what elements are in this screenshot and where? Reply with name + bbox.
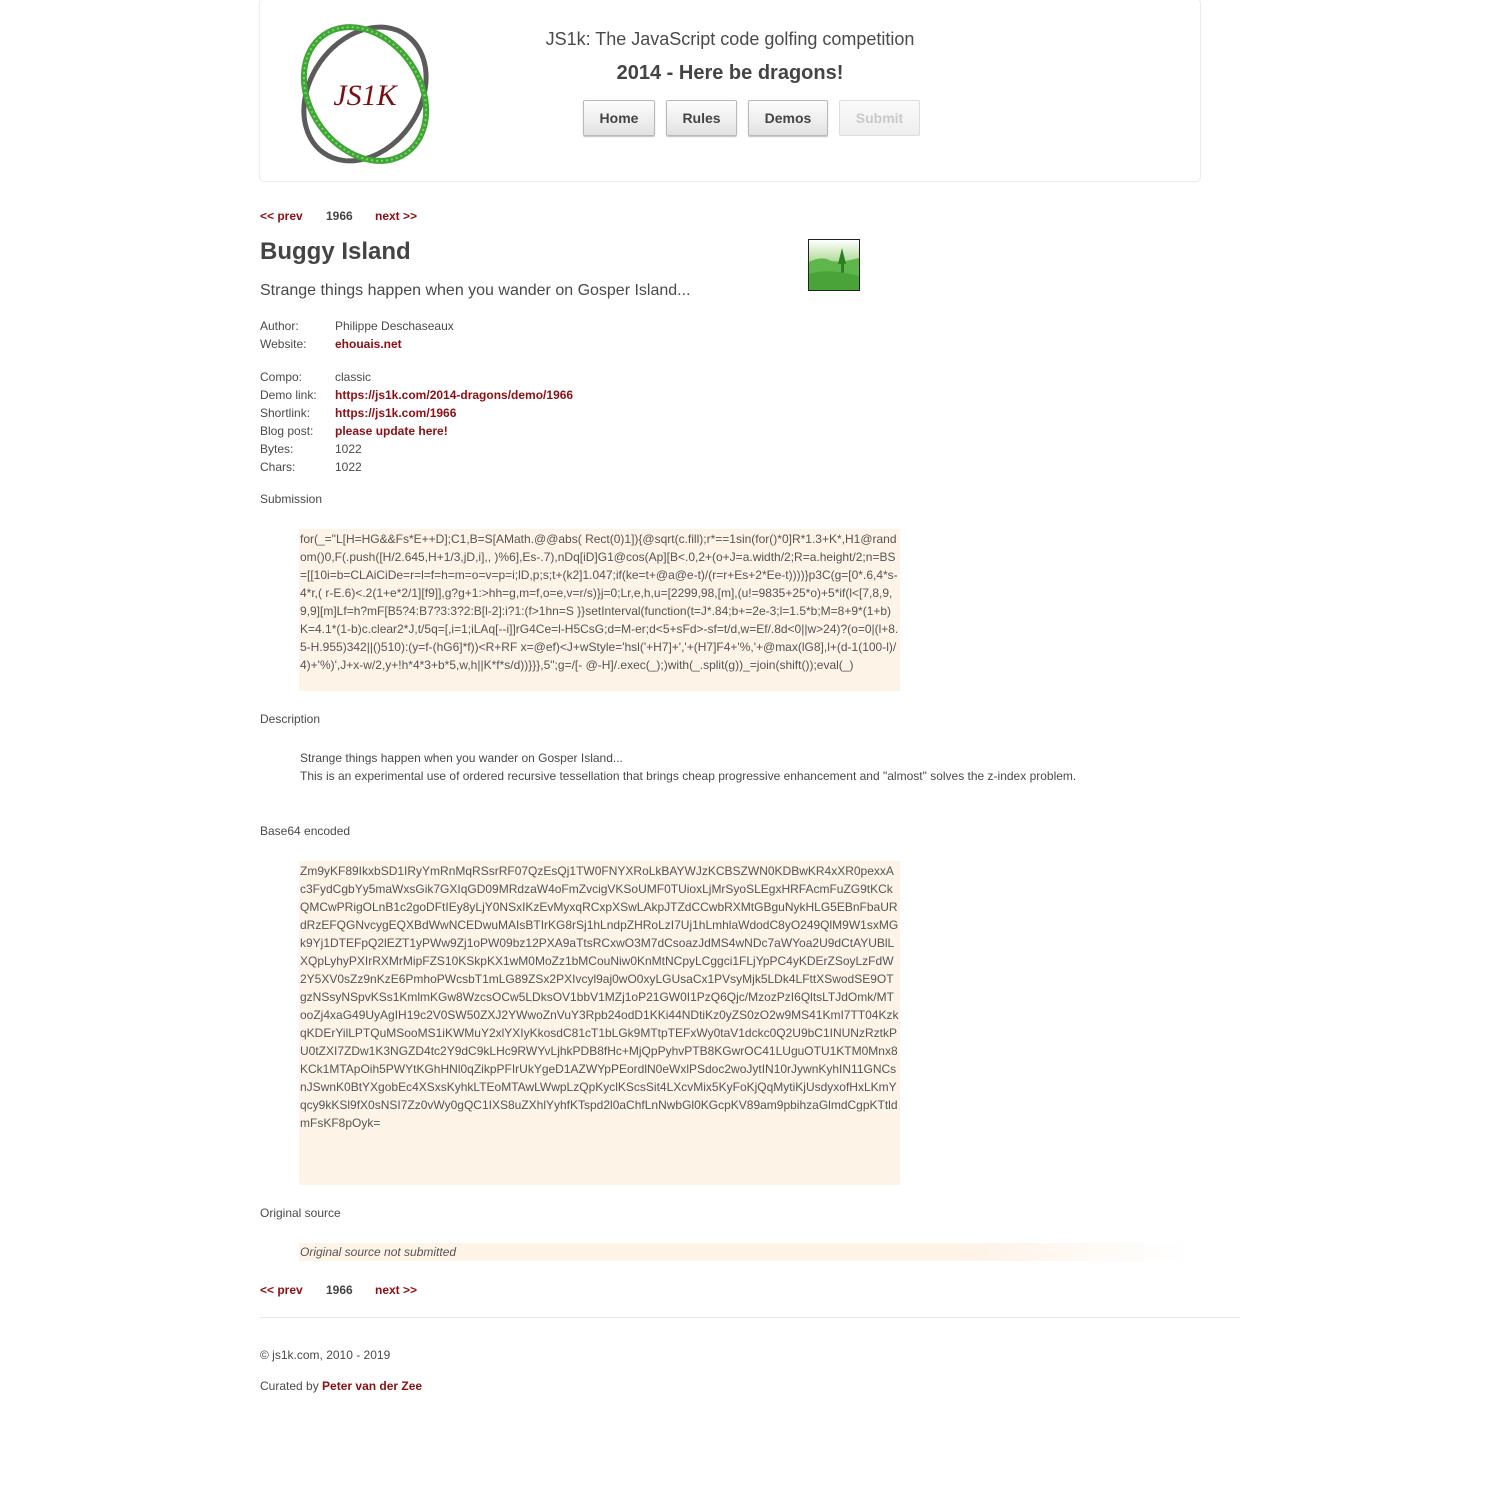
next-link[interactable]: next >> xyxy=(375,1283,418,1297)
submission-code: for(_="L[H=HG&&Fs*E++D];C1,B=S[AMath.@@abs( Rect(0)1]){@sqrt(c.fill);r*==1sin(for()*0]R*1.3+K*,H1@random()0,F(.push([H/2.645,H+1/3,jD,i],, )%6],Es-.7),nDq[iD]G1@cos(Ap][B<.0,2+(o+J=a.width/2;R=a.height/2;n=BS=[[10i=b=CLAiCiDe=r=l=f=h=m=o=v=p=i;lD,p;s;t+(k2]1.047;if(ke=t+@a@e-t)/(r=r+Es+2*Ee-t))))}p3C(g=[0*.6,4*s-4*r,( r-E.6)<.2(1+e*2/1][f9]],g?g+1:>hh=g,m=f,o=e,v=r/s)}j=0;Lr,e,h,u=[2299,98,[m],(u!=9835+25*o)+5*if(l<[7,8,9,9,9][m]Lf=h?mF[B5?4:B7?3:3?2:B[l-2]:i?1:(f>1hn=S }}setInterval(function(t=J*.84;b+=2e-3;l=1.5*b;M=8+9*(1+b)K=4.1*(1-b)c.clear2*J,t/5q=[,i=1;iLAq[--i]]rG4Ce=l-H5CsG;d=M-er;d<5+sFd>-sf=t/d,w=Ef/.8d<0||w>24)?(o=0|(l+8.5-H.955)342||()510):(y=f-(hG6]*f))<R+RF x=@ef)<J+wStyle='hsl('+H7]+','+(H7]F4+'%,'+@max(lG8],l+(d-1(100-l)/4)+'%)',J+x-w/2,y+!h*4*3+b*5,w,h||K*f*s/d))}}},5";g=/[- @-H]/.exec(_);)with(_.split(g))_=join(shift());eval(_) xyxy=(299,529,900,691)
js1k-logo[interactable] xyxy=(293,21,437,167)
nav-demos-button[interactable]: Demos xyxy=(748,100,828,136)
footer-divider xyxy=(260,1317,1240,1318)
prev-link[interactable]: << prev xyxy=(260,1283,303,1297)
description-line: This is an experimental use of ordered recursive tessellation that brings cheap progressive enhancement and "almost" solves the z-index problem. xyxy=(300,769,1077,783)
description-line: Strange things happen when you wander on Gosper Island... xyxy=(300,751,623,765)
copyright: © js1k.com, 2010 - 2019 xyxy=(260,1348,391,1362)
base64-label: Base64 encoded xyxy=(260,824,351,838)
original-source-text: Original source not submitted xyxy=(299,1243,1190,1261)
nav-submit-button: Submit xyxy=(839,100,920,136)
next-link[interactable]: next >> xyxy=(375,209,418,223)
prev-link[interactable]: << prev xyxy=(260,209,303,223)
description-text xyxy=(300,749,1100,785)
demo-title: Buggy Island xyxy=(260,238,411,265)
curated-by xyxy=(260,1379,422,1393)
demo-link[interactable]: https://js1k.com/2014-dragons/demo/1966 xyxy=(335,388,574,402)
author-value: Philippe Deschaseaux xyxy=(335,319,454,333)
nav-home-button[interactable]: Home xyxy=(583,100,655,136)
demo-thumbnail[interactable] xyxy=(808,239,860,291)
description-label: Description xyxy=(260,712,321,726)
compo-value: classic xyxy=(335,370,372,384)
chars-value: 1022 xyxy=(335,460,362,474)
curated-by-label: Curated by xyxy=(260,1379,319,1393)
shortlink[interactable]: https://js1k.com/1966 xyxy=(335,406,457,420)
current-id: 1966 xyxy=(326,1283,353,1297)
logo-wordmark: JS1K xyxy=(333,79,397,112)
submission-label: Submission xyxy=(260,492,323,506)
site-title: JS1k: The JavaScript code golfing competition xyxy=(545,29,915,49)
site-header xyxy=(259,0,1201,182)
curator-link[interactable]: Peter van der Zee xyxy=(322,1379,423,1393)
original-source-label: Original source xyxy=(260,1206,341,1220)
edition-title: 2014 - Here be dragons! xyxy=(616,62,844,84)
demo-tagline: Strange things happen when you wander on Gosper Island... xyxy=(260,282,691,299)
base64-code: Zm9yKF89IkxbSD1IRyYmRnMqRSsrRF07QzEsQj1TW0FNYXRoLkBAYWJzKCBSZWN0KDBwKR4xXR0pexxAc3FydCgbYy5maWxsGik7GXIqGD09MRdzaW4oFmZvcigVKSoUMF0TUioxLjMrSyoSLEgxHRFAcmFuZG9tKCkQMCwPRigOLnB1c2goDFtIEy8yLjY0NSxIKzEvMyxqRCxpXSwLAkpJTZdCCwbRXMtGBguNykHLG5EBnFbaURdRzEFQGNvcygEQXBdWwNCEDwuMAIsBTIrKG8rSj1hLndpZHRoLzI7Uj1hLmhlaWdodC8yO249QlM9W1sxMGk9Yj1DTEFpQ2lEZT1yPWw9Zj1oPW09bz12PXA9aTtsRCxwO3M7dCsoazJdMS4wNDc7aWYoa2U9dCtAYUBlLXQpLyhyPXIrRXMrMipFZS10KSkpKX1wM0MoZz1bMCouNiw0KnMtNCpyLCggci1FLjYpPC4yKDErZSoyLzFdW2Y5XV0sZz9nKzE6PmhoPWcsbT1mLG89ZSx2PXIvcyl9aj0wO0xyLGUsaCx1PVsyMjk5LDk4LFttXSwodSE9OTgzNSsyNSpvKSs1KmlmKGw8WzcsOCw5LDksOV1bbV1MZj1oP21GW0I1PzQ6Qjc/MzozPzI6QltsLTJdOmk/MTooZj4xaG49UyAgIH19c2V0SW50ZXJ2YWwoZnVuY3Rpb24odD1KKi44NDtiKz0yZS0zO2w9MS41KmI7TT04KzkqKDErYilLPTQuMSooMS1iKWMuY2xlYXIyKkosdC81cT1bLGk9MTtpTEFxWy0taV1dckc0Q2U9bC1INUNzRztkPU0tZXI7ZDw1K3NGZD4tc2Y9dC9kLHc9RWYvLjhkPDB8fHc+MjQpPyhvPTB8KGwrOC41LUguOTU1KTM0Mnx8KCk1MTApOih5PWYtKGhHNl0qZikpPFIrUkYgeD1AZWYpPEordlN0eWxlPSdoc2woJytIN10rJywnKyhIN11GNCsnJSwnK0BtYXgobEc4XSxsKyhkLTEoMTAwLWwpLzQpKyclKScsSit4LXcvMix5KyFoKjQqMytiKjUsdyxofHxLKmYqcy9kKSl9fX0sNSI7Zz0vWy0gQC1IXS8uZXhlYyhfKTspd2l0aChfLnNwbGl0KGcpKV89am9pbihzaGlmdCgpKTtldmFsKF8pOyk= xyxy=(299,861,900,1185)
bytes-value: 1022 xyxy=(335,442,362,456)
blog-post-link[interactable]: please update here! xyxy=(335,424,448,438)
nav-rules-button[interactable]: Rules xyxy=(666,100,737,136)
current-id: 1966 xyxy=(326,209,353,223)
website-link[interactable]: ehouais.net xyxy=(335,337,402,351)
